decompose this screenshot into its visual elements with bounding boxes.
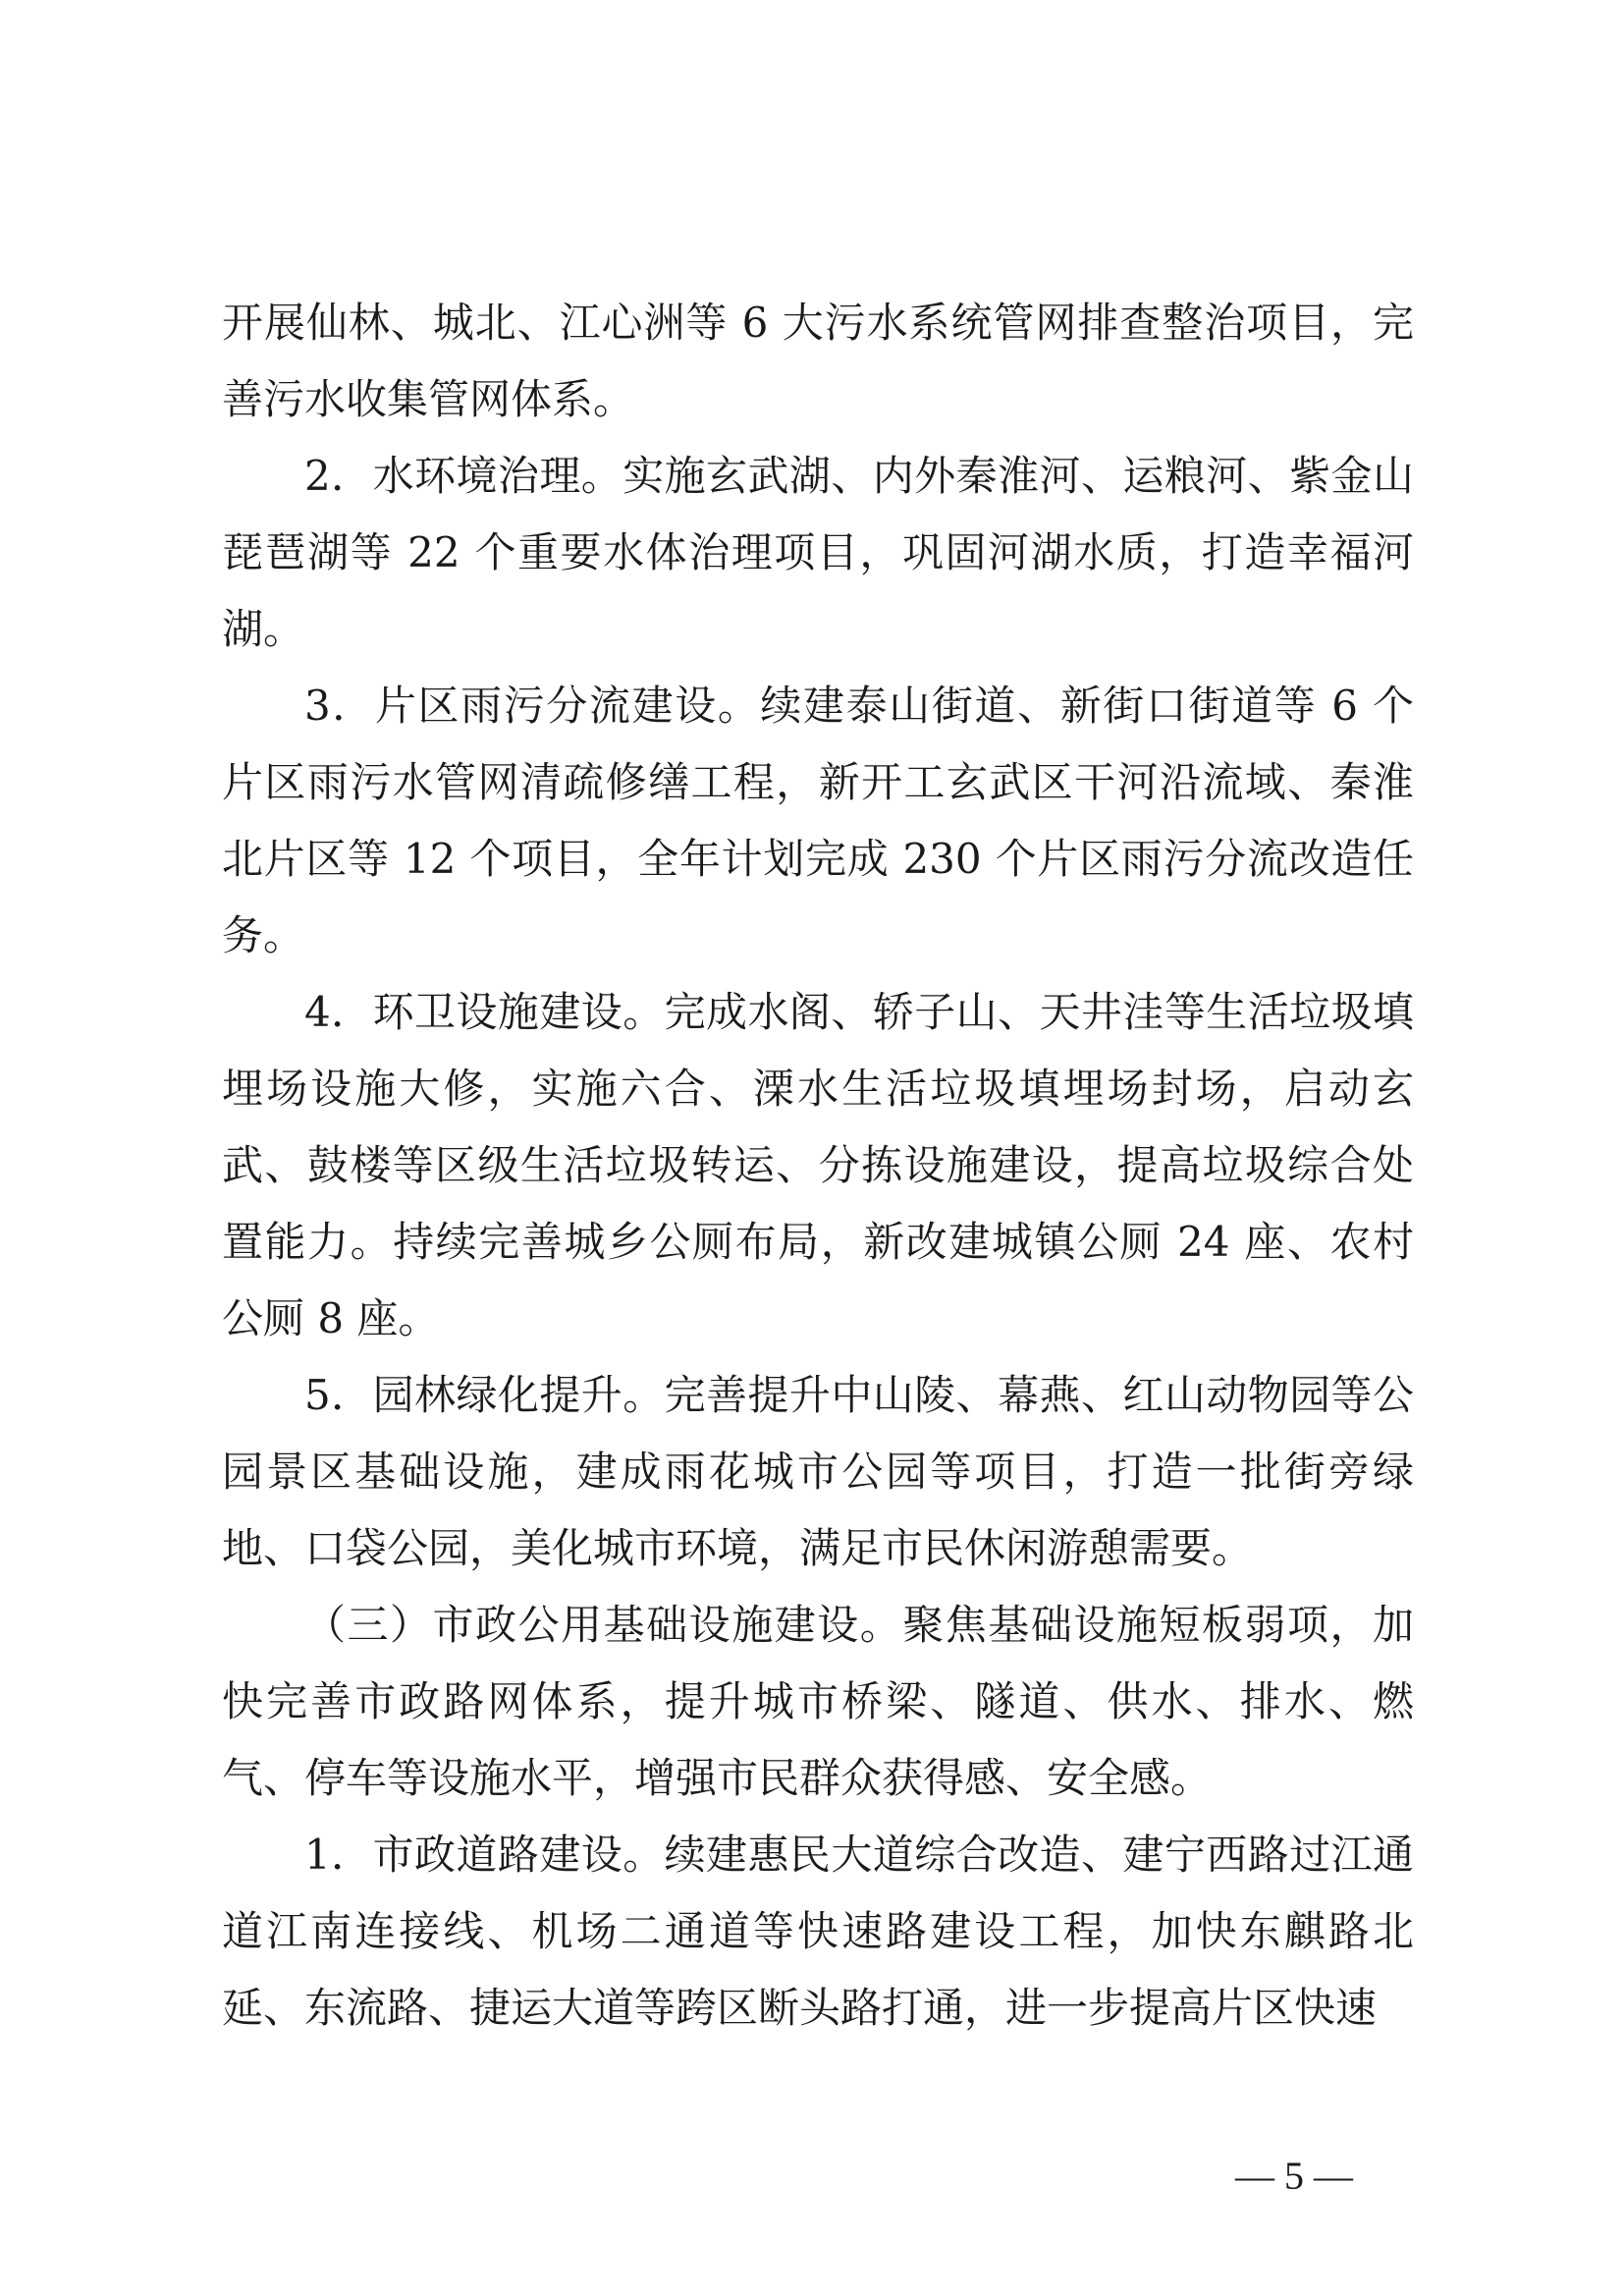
- paragraph-sanitation-facilities: 4．环卫设施建设。完成水阁、轿子山、天井洼等生活垃圾填埋场设施大修，实施六合、溧水生活垃圾填埋场封场，启动玄武、鼓楼等区级生活垃圾转运、分拣设施建设，提高垃圾综合处置能力。持续完善城乡公厕布局，新改建城镇公厕 24 座、农村公厕 8 座。: [222, 988, 1414, 1342]
- paragraph-rain-sewage-separation: 3．片区雨污分流建设。续建泰山街道、新街口街道等 6 个片区雨污水管网清疏修缮工程，新开工玄武区干河沿流域、秦淮北片区等 12 个项目，全年计划完成 230 个片区雨污分流改造任务。: [222, 682, 1414, 959]
- page-number: — 5 —: [1235, 2154, 1353, 2198]
- paragraph-continuation: 开展仙林、城北、江心洲等 6 大污水系统管网排查整治项目，完善污水收集管网体系。: [222, 299, 1414, 423]
- paragraph-water-environment: 2．水环境治理。实施玄武湖、内外秦淮河、运粮河、紫金山琵琶湖等 22 个重要水体治理项目，巩固河湖水质，打造幸福河湖。: [222, 452, 1414, 653]
- document-body: [222, 285, 1414, 2047]
- paragraph-landscaping: 5．园林绿化提升。完善提升中山陵、幕燕、红山动物园等公园景区基础设施，建成雨花城市公园等项目，打造一批街旁绿地、口袋公园，美化城市环境，满足市民休闲游憩需要。: [222, 1371, 1414, 1572]
- paragraph-municipal-roads: 1．市政道路建设。续建惠民大道综合改造、建宁西路过江通道江南连接线、机场二通道等快速路建设工程，加快东麒路北延、东流路、捷运大道等跨区断头路打通，进一步提高片区快速: [222, 1831, 1414, 2032]
- paragraph-municipal-infrastructure: （三）市政公用基础设施建设。聚焦基础设施短板弱项，加快完善市政路网体系，提升城市桥梁、隧道、供水、排水、燃气、停车等设施水平，增强市民群众获得感、安全感。: [222, 1601, 1414, 1802]
